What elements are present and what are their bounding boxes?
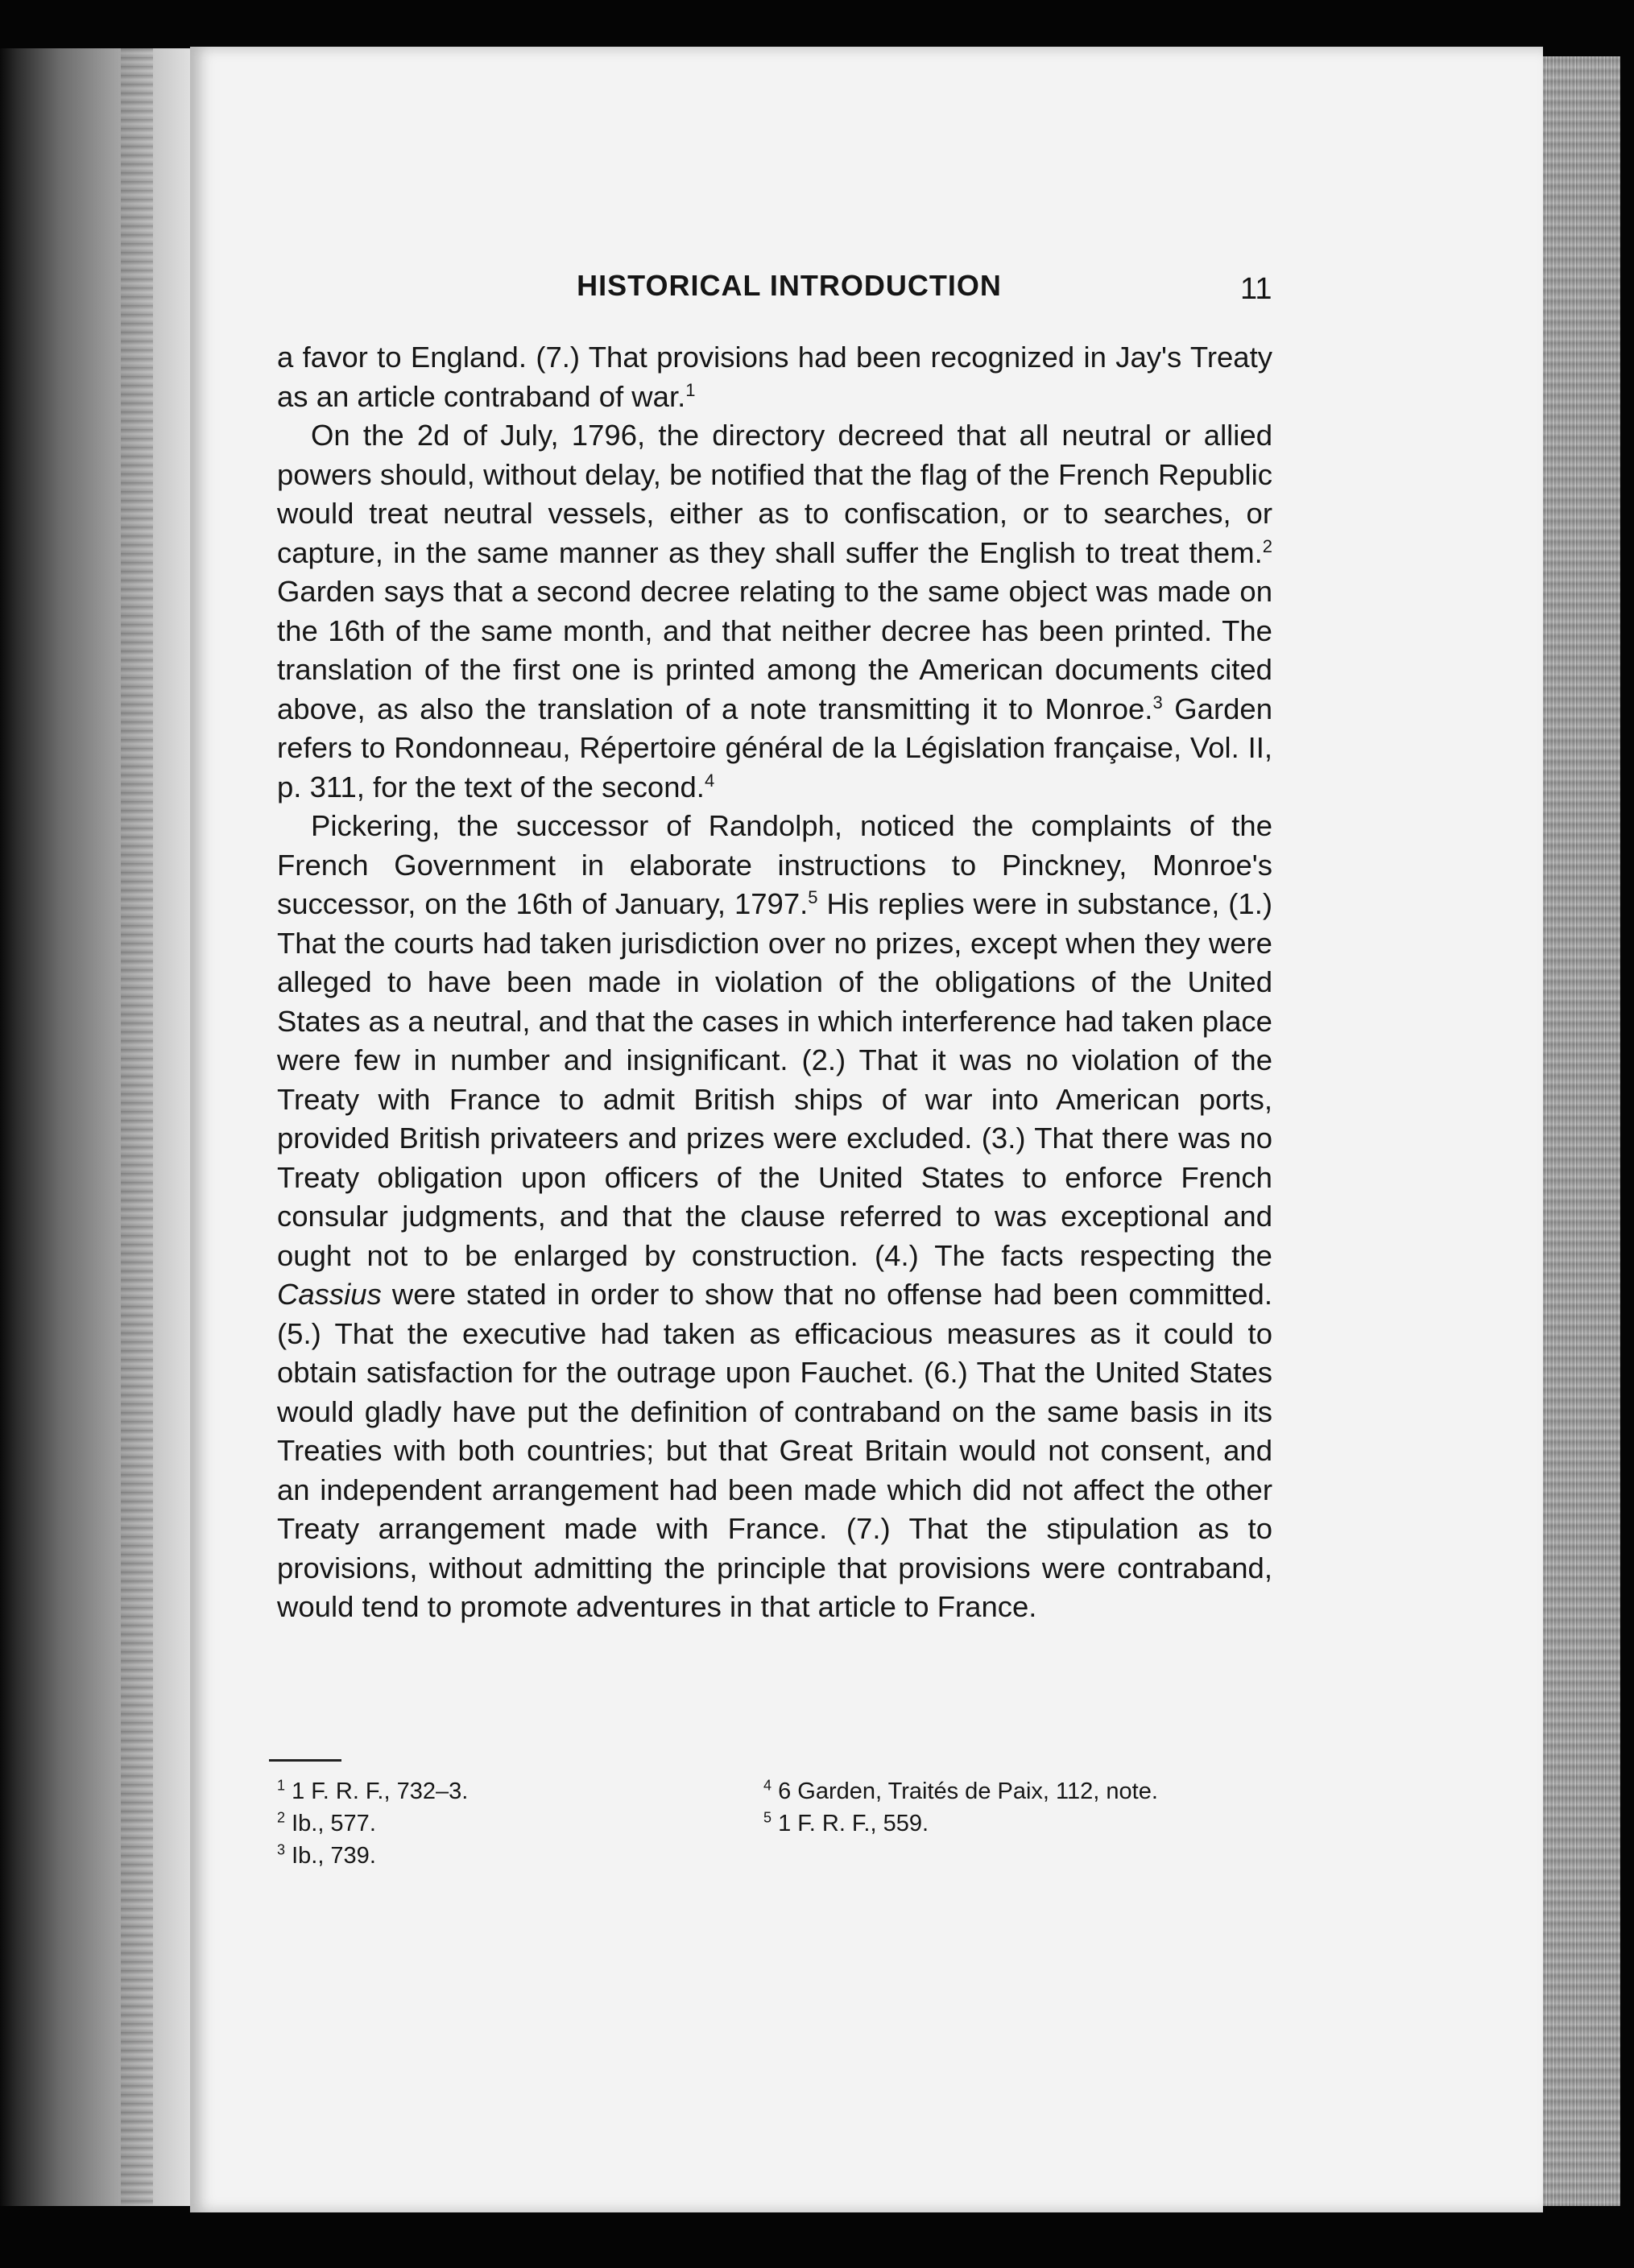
paragraph-2 [277,416,1272,807]
text-run: Garden says that a second decree relating to the same object was made on the 16th of the same month, and that neither decree has been printed. The translation of the first one is printed among the American documents cited above, as also the translation of a note transmitting it to Monroe. [277,575,1272,725]
text-run: Pickering, the successor of Randolph, noticed the complaints of the French Government in elaborate instructions to Pinckney, Monroe's successor, on the 16th of January, 1797. [277,809,1272,920]
footnote-marker: 5 [808,886,818,907]
footnote-text: 1 F. R. F., 559. [771,1811,929,1836]
page-number: 11 [1240,272,1272,306]
footnote-number: 3 [277,1841,286,1858]
paragraph-3 [277,807,1272,1627]
footnote [277,1840,468,1872]
footnote-text: Ib., 739. [285,1843,376,1869]
footnotes-left-column [277,1775,468,1872]
running-head: HISTORICAL INTRODUCTION [577,269,1002,302]
footnote-text: Ib., 577. [285,1811,376,1836]
footnote [763,1775,1158,1807]
text-run: Garden refers to Rondonneau, Répertoire général de la Législation française, Vol. II, p. 311, for the text of the second. [277,692,1272,804]
footnote-rule [269,1759,341,1762]
footnote [277,1807,468,1840]
paragraph-1 [277,338,1272,416]
footnote-marker: 4 [704,770,715,791]
text-run: On the 2d of July, 1796, the directory decreed that all neutral or allied powers should, without delay, be notified that the flag of the French Republic would treat neutral vessels, either as to confiscation, or to searches, or capture, in the same manner as they shall suffer the English to treat them. [277,419,1272,569]
left-page-edge [0,48,197,2206]
footnotes-right-column [763,1775,1158,1840]
text-run: His replies were in substance, (1.) That the courts had taken jurisdiction over no prizes, except when they were alleged to have been made in violation of the obligations of the United States as a neutral, and that the cases in which interference had taken place were few in number and insignificant. (2.) That it was no violation of the Treaty with France to admit British ships of war into American ports, provided British privateers and prizes were excluded. (3.) That there was no Treaty obligation upon officers of the United States to enforce French consular judgments, and that the clause referred to was exceptional and ought not to be enlarged by construction. (4.) The facts respecting the [277,887,1273,1272]
right-page-edges [1540,56,1620,2206]
footnote [277,1775,468,1807]
text-run: were stated in order to show that no offense had been committed. (5.) That the executive had taken as efficacious measures as it could to obtain satisfaction for the outrage upon Fauchet. (6.) That the United States would gladly have put the definition of contraband on the same basis in its Treaties with both countries; but that Great Britain would not consent, and an independent arrangement had been made which did not affect the other Treaty arrangement made with France. (7.) That the stipulation as to provisions, without admitting the principle that provisions were contraband, would tend to promote adventures in that article to France. [277,1278,1272,1623]
footnote-number: 2 [277,1809,286,1826]
footnote-marker: 2 [1262,535,1272,556]
italic-text: Cassius [277,1278,382,1311]
footnote-text: 6 Garden, Traités de Paix, 112, note. [771,1778,1158,1804]
footnote [763,1807,1158,1840]
footnote-marker: 3 [1152,692,1163,713]
footnote-number: 5 [763,1809,772,1826]
footnote-text: 1 F. R. F., 732–3. [285,1778,469,1804]
footnote-marker: 1 [685,379,696,400]
footnote-number: 1 [277,1777,286,1794]
body-text [277,338,1272,1627]
text-run: a favor to England. (7.) That provisions had been recognized in Jay's Treaty as an article contraband of war. [277,341,1272,413]
footnote-number: 4 [763,1777,772,1794]
